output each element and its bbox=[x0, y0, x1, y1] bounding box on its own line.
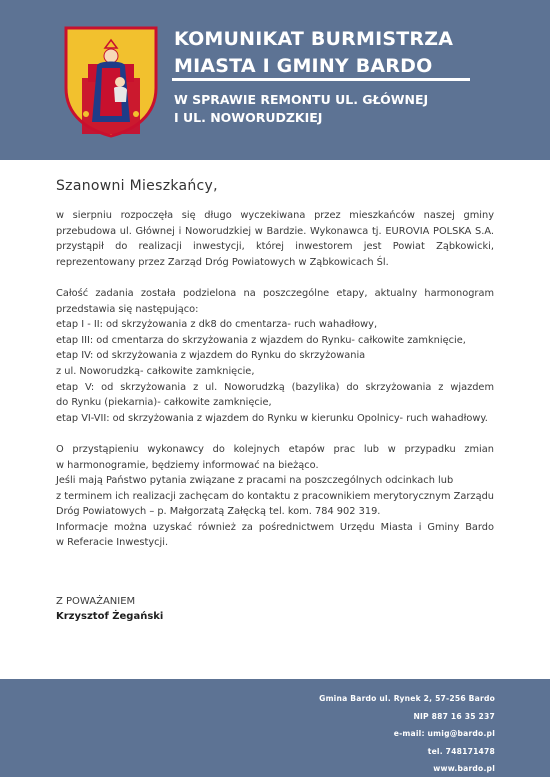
body-line: etap I - II: od skrzyżowania z dk8 do cmentarza- ruch wahadłowy, bbox=[56, 319, 378, 331]
body-line: w Referacie Inwestycji. bbox=[56, 537, 169, 549]
title-line-1: KOMUNIKAT BURMISTRZA bbox=[174, 28, 454, 50]
subtitle-line-1: W SPRAWIE REMONTU UL. GŁÓWNEJ bbox=[174, 92, 429, 107]
body-line: O przystąpieniu wykonawcy do kolejnych etapów prac lub w przypadku zmian bbox=[56, 443, 494, 455]
body-line: Informacje można uzyskać również za pośrednictwem Urzędu Miasta i Gminy Bardo bbox=[56, 521, 494, 533]
body-line: Jeśli mają Państwo pytania związane z pracami na poszczególnych odcinkach lub bbox=[56, 475, 454, 487]
coat-of-arms-madonna-icon bbox=[64, 26, 158, 138]
body-line: etap IV: od skrzyżowania z wjazdem do Rynku do skrzyżowania bbox=[56, 350, 366, 362]
body-line: z ul. Noworudzką- całkowite zamknięcie, bbox=[56, 365, 255, 377]
contact-info bbox=[319, 690, 495, 778]
body-line: etap III: od cmentarza do skrzyżowania z wjazdem do Rynku- całkowite zamknięcie, bbox=[56, 334, 466, 346]
website: www.bardo.pl bbox=[433, 764, 495, 774]
body-line: w sierpniu rozpoczęła się długo wyczekiwana przez mieszkańców naszej gminy bbox=[56, 210, 494, 221]
body-line: przebudowa ul. Głównej i Noworudzkiej w Bardzie. Wykonawca tj. EUROVIA POLSKA S.A. bbox=[56, 225, 494, 237]
communique-subtitle bbox=[174, 91, 514, 127]
signatory-name: Krzysztof Żegański bbox=[56, 611, 164, 622]
title-line-2: MIASTA I GMINY BARDO bbox=[174, 55, 433, 77]
paragraph-gap bbox=[56, 270, 494, 286]
body-line: przedstawia się następująco: bbox=[56, 303, 199, 315]
subtitle-line-2: I UL. NOWORUDZKIEJ bbox=[174, 110, 323, 125]
closing-phrase: Z POWAŻANIEM bbox=[56, 596, 136, 607]
communique-title bbox=[174, 26, 514, 80]
body-line: Dróg Powiatowych – p. Małgorzatą Załęcką tel. kom. 784 902 319. bbox=[56, 506, 381, 518]
body-line: przystąpił do realizacji inwestycji, której inwestorem jest Powiat Ząbkowicki, bbox=[56, 241, 494, 253]
title-divider bbox=[172, 78, 470, 81]
body-line: do Rynku (piekarnia)- całkowite zamknięcie, bbox=[56, 397, 272, 409]
greeting: Szanowni Mieszkańcy, bbox=[56, 178, 218, 194]
body-line: etap V: od skrzyżowania z ul. Noworudzką (bazylika) do skrzyżowania z wjazdem bbox=[56, 381, 494, 393]
body-line: z terminem ich realizacji zachęcam do kontaktu z pracownikiem merytorycznym Zarządu bbox=[56, 490, 494, 502]
body-line: Całość zadania została podzielona na poszczególne etapy, aktualny harmonogram bbox=[56, 287, 494, 299]
body-line: reprezentowany przez Zarząd Dróg Powiatowych w Ząbkowicach Śl. bbox=[56, 256, 389, 268]
phone: tel. 748171478 bbox=[427, 746, 495, 756]
body-line: etap VI-VII: od skrzyżowania z wjazdem do Rynku w kierunku Opolnicy- ruch wahadłowy. bbox=[56, 412, 488, 424]
tax-id: NIP 887 16 35 237 bbox=[413, 711, 495, 721]
email: e-mail: umig@bardo.pl bbox=[393, 729, 495, 739]
address: Gmina Bardo ul. Rynek 2, 57-256 Bardo bbox=[319, 694, 495, 703]
paragraph-gap bbox=[56, 426, 494, 442]
letter-body bbox=[56, 208, 494, 551]
body-line: w harmonogramie, będziemy informować na bieżąco. bbox=[56, 459, 319, 471]
signature-block bbox=[56, 594, 163, 624]
